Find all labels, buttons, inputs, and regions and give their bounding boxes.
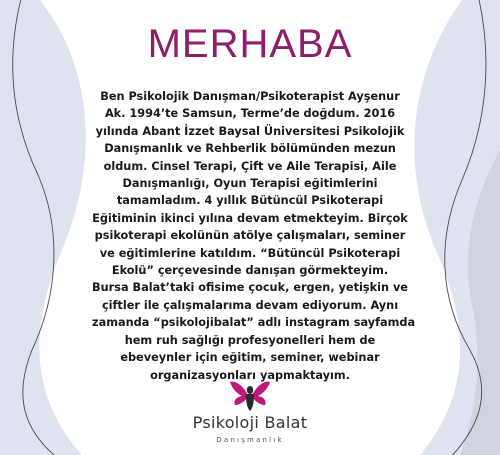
bio-line: ve eğitimlerine katıldım. “Bütüncül Psikoterapi — [99, 246, 401, 260]
bio-line: Ak. 1994’te Samsun, Terme’de doğdum. 2016 — [104, 107, 396, 121]
bio-line: oldum. Cinsel Terapi, Çift ve Aile Terapisi, Aile — [103, 159, 397, 173]
bio-line: psikoterapi ekolünün atölye çalışmaları, seminer — [94, 229, 406, 243]
bio-line: Ben Psikolojik Danışman/Psikoterapist Ayşenur — [100, 90, 400, 103]
bio-paragraph — [92, 88, 416, 384]
butterfly-head-icon — [228, 378, 272, 412]
bio-line: zamanda “psikolojibalat” adlı instagram sayfamda — [92, 316, 416, 330]
bio-line: Eğitiminin ikinci yılına devam etmekteyim. Birçok — [92, 211, 408, 225]
bio-line: ebeveynler için eğitim, seminer, webinar — [120, 351, 380, 365]
bio-line: organizasyonları yapmaktayım. — [150, 368, 350, 382]
bio-line: tamamladım. 4 yıllık Bütüncül Psikoterapi — [116, 194, 384, 208]
bio-line: çiftler ile çalışmalarıma devam ediyorum. Aynı — [101, 298, 399, 312]
bio-line: Danışmanlığı, Oyun Terapisi eğitimlerini — [122, 177, 378, 191]
bio-line: Ekolü” çerçevesinde danışan görmekteyim. — [111, 264, 389, 278]
page-title: MERHABA — [147, 22, 353, 66]
brand-name: Psikoloji Balat — [192, 413, 308, 432]
bio-line: Bursa Balat’taki ofisime çocuk, ergen, yetişkin ve — [92, 281, 408, 295]
brand-tagline: Danışmanlık — [216, 436, 284, 444]
bio-line: yılında Abant İzzet Baysal Üniversitesi Psikolojik — [95, 124, 405, 138]
bio-line: Danışmanlık ve Rehberlik bölümünden mezun — [104, 142, 396, 156]
bio-line: hem ruh sağlığı profesyonelleri hem de — [124, 333, 376, 347]
